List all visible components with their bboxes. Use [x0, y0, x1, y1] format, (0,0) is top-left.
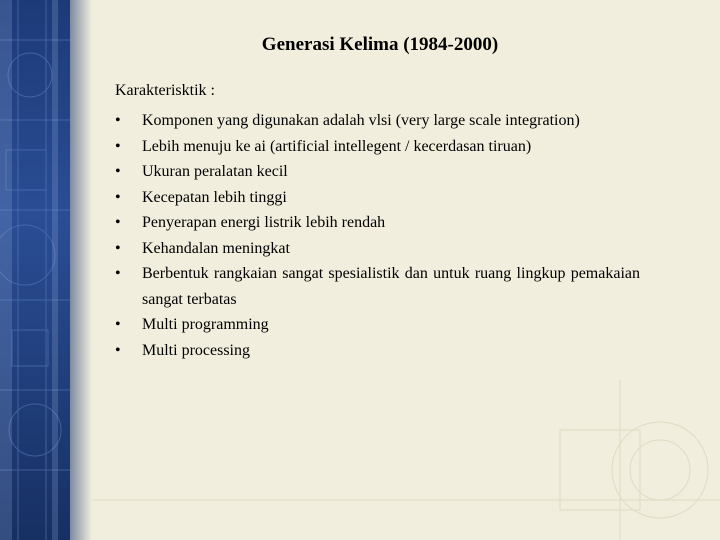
list-item: [115, 134, 640, 160]
list-item: [115, 338, 640, 364]
list-item: [115, 236, 640, 262]
bullet-icon: •: [115, 239, 121, 257]
list-item-text: Komponen yang digunakan adalah vlsi (very large scale integration): [142, 112, 580, 129]
list-item: [115, 159, 640, 185]
slide-title: Generasi Kelima (1984-2000): [261, 34, 499, 55]
list-item-text: Lebih menuju ke ai (artificial intellegent / kecerdasan tiruan): [142, 137, 532, 155]
list-item-text: Kehandalan meningkat: [142, 239, 290, 257]
list-item-text: Kecepatan lebih tinggi: [142, 188, 287, 206]
bullet-icon: •: [115, 137, 121, 155]
list-item: [115, 210, 640, 236]
bullet-icon: •: [115, 316, 121, 333]
characteristics-list: [115, 108, 640, 363]
bullet-icon: •: [115, 163, 121, 180]
list-item-text: Ukuran peralatan kecil: [142, 163, 288, 180]
bullet-icon: •: [115, 265, 121, 282]
list-item: [115, 108, 640, 134]
characteristics-heading: Karakterisktik :: [115, 82, 215, 99]
bullet-icon: •: [115, 188, 121, 206]
list-item-text: Multi processing: [142, 341, 250, 359]
list-item: [115, 261, 640, 312]
list-item-text: Penyerapan energi listrik lebih rendah: [142, 214, 386, 231]
list-item-text: Multi programming: [142, 316, 269, 333]
bullet-icon: •: [115, 214, 121, 231]
bullet-icon: •: [115, 341, 121, 359]
bullet-icon: •: [115, 112, 121, 129]
list-item: [115, 312, 640, 338]
list-item: [115, 185, 640, 211]
list-item-text: Berbentuk rangkaian sangat spesialistik dan untuk ruang lingkup pemakaian sangat terbatas: [142, 265, 640, 308]
